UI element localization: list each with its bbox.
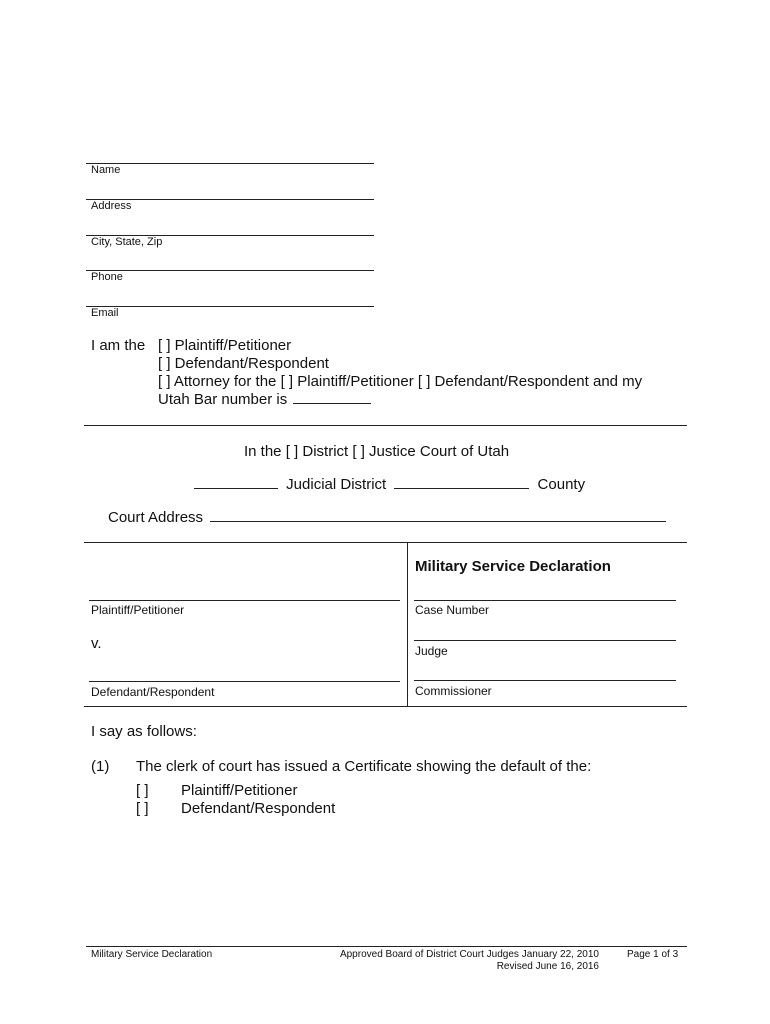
body-intro: I say as follows: [91, 723, 197, 740]
role-option-defendant[interactable]: [ ] Defendant/Respondent [158, 355, 329, 372]
court-address-label: Court Address [108, 509, 204, 526]
bar-number-field[interactable] [293, 391, 371, 404]
judicial-district-row [194, 476, 585, 493]
county-label: County [537, 476, 586, 493]
caption-top-border [84, 542, 687, 543]
court-address-row [108, 509, 666, 526]
judicial-district-label: Judicial District [286, 476, 387, 493]
checkbox-plaintiff-label: Plaintiff/Petitioner [181, 782, 298, 799]
case-number-label: Case Number [415, 603, 490, 617]
role-intro: I am the [91, 337, 146, 354]
checkbox-plaintiff[interactable]: [ ] [136, 782, 149, 799]
footer-page-number: Page 1 of 3 [627, 949, 679, 960]
case-number-line[interactable] [414, 600, 676, 601]
judge-label: Judge [415, 644, 448, 658]
item1-text: The clerk of court has issued a Certificate showing the default of the: [136, 758, 592, 775]
court-address-field[interactable] [210, 509, 666, 522]
phone-line[interactable] [86, 270, 374, 271]
bar-number-row [158, 391, 371, 408]
commissioner-line[interactable] [414, 680, 676, 681]
name-line[interactable] [86, 163, 374, 164]
versus-label: v. [91, 635, 102, 652]
checkbox-defendant[interactable]: [ ] [136, 800, 149, 817]
item1-number: (1) [91, 758, 110, 775]
section-divider-top [84, 425, 687, 426]
defendant-line[interactable] [89, 681, 400, 682]
role-option-plaintiff[interactable]: [ ] Plaintiff/Petitioner [158, 337, 292, 354]
caption-center-divider [407, 542, 408, 706]
city-state-zip-label: City, State, Zip [91, 236, 163, 248]
address-label: Address [91, 200, 132, 212]
judicial-district-field[interactable] [194, 476, 278, 489]
email-label: Email [91, 307, 119, 319]
caption-bottom-border [84, 706, 687, 707]
judge-line[interactable] [414, 640, 676, 641]
plaintiff-line[interactable] [89, 600, 400, 601]
name-label: Name [91, 164, 121, 176]
footer-rule [86, 946, 687, 947]
commissioner-label: Commissioner [415, 684, 492, 698]
document-title: Military Service Declaration [415, 558, 611, 575]
bar-number-label: Utah Bar number is [158, 391, 288, 408]
defendant-label: Defendant/Respondent [91, 685, 215, 699]
email-line[interactable] [86, 306, 374, 307]
court-line: In the [ ] District [ ] Justice Court of Utah [244, 443, 510, 460]
footer-revised: Revised June 16, 2016 [496, 961, 599, 972]
checkbox-defendant-label: Defendant/Respondent [181, 800, 336, 817]
plaintiff-label: Plaintiff/Petitioner [91, 603, 185, 617]
phone-label: Phone [91, 271, 123, 283]
footer-approved: Approved Board of District Court Judges January 22, 2010 [339, 949, 599, 960]
county-field[interactable] [394, 476, 529, 489]
role-option-attorney[interactable]: [ ] Attorney for the [ ] Plaintiff/Petitioner [ ] Defendant/Respondent and my [158, 373, 643, 390]
footer-form-title: Military Service Declaration [91, 949, 213, 960]
